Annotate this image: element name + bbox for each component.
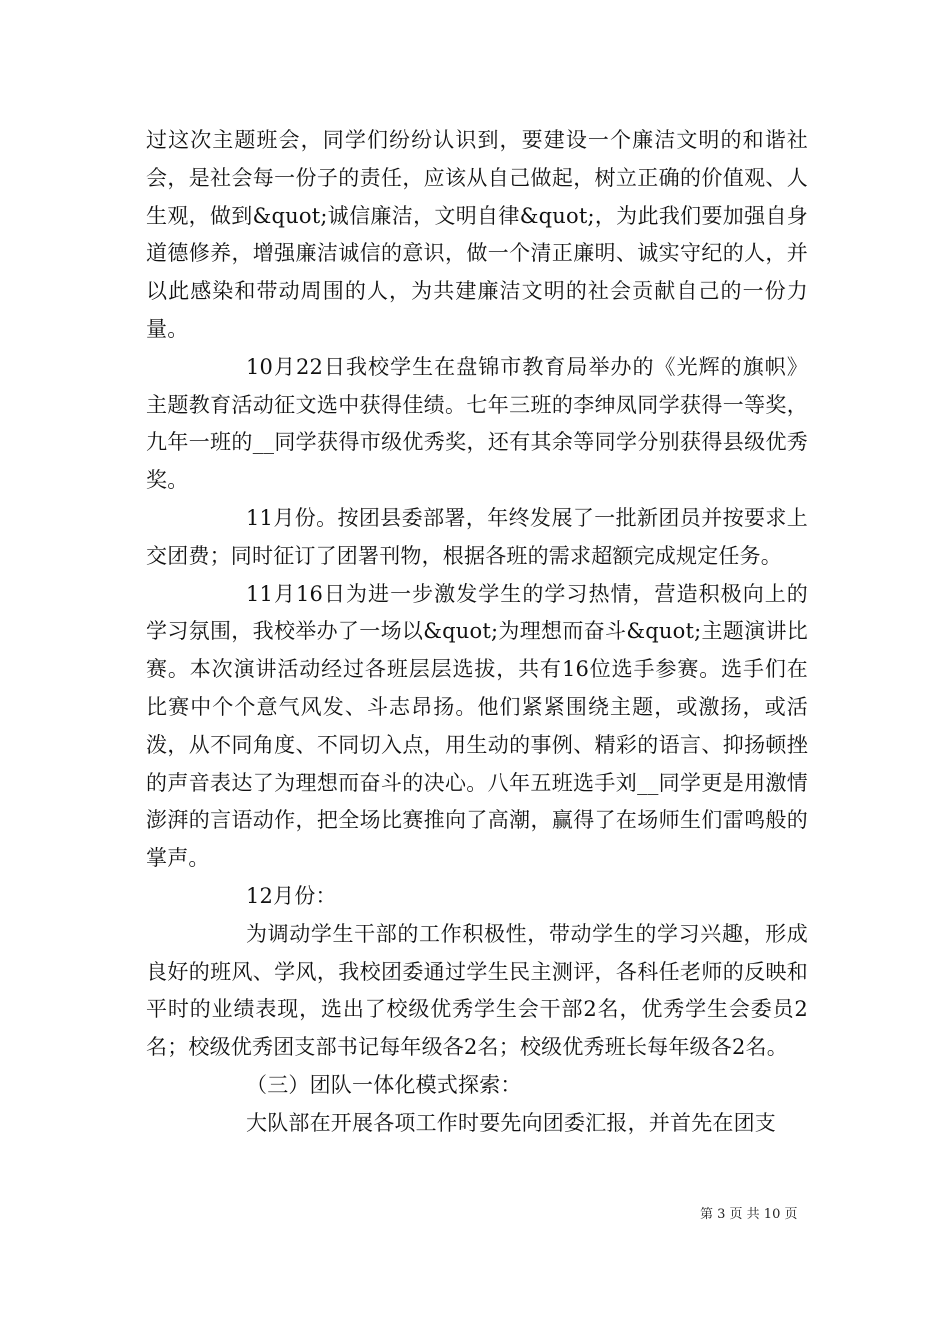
section-heading-team-integration: （三）团队一体化模式探索：: [246, 1072, 522, 1097]
paragraph-student-cadres: 为调动学生干部的工作积极性，带动学生的学习兴趣，形成良好的班风、学风，我校团委通过学生民主测评，各科任老师的反映和平时的业绩表现，选出了校级优秀学生会干部2名，优秀学生会委员2名；校级优秀团支部书记每年级各2名；校级优秀班长每年级各2名。: [146, 921, 808, 1060]
page-number-footer: 第 3 页 共 10 页: [700, 1207, 798, 1222]
paragraph-speech-contest: 11月16日为进一步激发学生的学习热情，营造积极向上的学习氛围，我校举办了一场以&quot;为理想而奋斗&quot;主题演讲比赛。本次演讲活动经过各班层层选拔，共有16位选手参赛。选手们在比赛中个个意气风发、斗志昂扬。他们紧紧围绕主题，或激扬，或活泼，从不同角度、不同切入点，用生动的事例、精彩的语言、抑扬顿挫的声音表达了为理想而奋斗的决心。八年五班选手刘__同学更是用激情澎湃的言语动作，把全场比赛推向了高潮，赢得了在场师生们雷鸣般的掌声。: [146, 581, 808, 871]
paragraph-november-members: 11月份。按团县委部署，年终发展了一批新团员并按要求上交团费；同时征订了团署刊物，根据各班的需求超额完成规定任务。: [146, 505, 808, 568]
document-body: [146, 122, 808, 1143]
paragraph-brigade-report: 大队部在开展各项工作时要先向团委汇报，并首先在团支: [246, 1110, 776, 1135]
paragraph-essay-contest: 10月22日我校学生在盘锦市教育局举办的《光辉的旗帜》主题教育活动征文选中获得佳绩。七年三班的李绅凤同学获得一等奖，九年一班的__同学获得市级优秀奖，还有其余等同学分别获得县级优秀奖。: [146, 354, 808, 493]
paragraph-december-heading: 12月份：: [246, 883, 337, 908]
paragraph-class-meeting-summary: 过这次主题班会，同学们纷纷认识到，要建设一个廉洁文明的和谐社会，是社会每一份子的责任，应该从自己做起，树立正确的价值观、人生观，做到&quot;诚信廉洁，文明自律&quot;，为此我们要加强自身道德修养，增强廉洁诚信的意识，做一个清正廉明、诚实守纪的人，并以此感染和带动周围的人，为共建廉洁文明的社会贡献自己的一份力量。: [146, 128, 808, 341]
